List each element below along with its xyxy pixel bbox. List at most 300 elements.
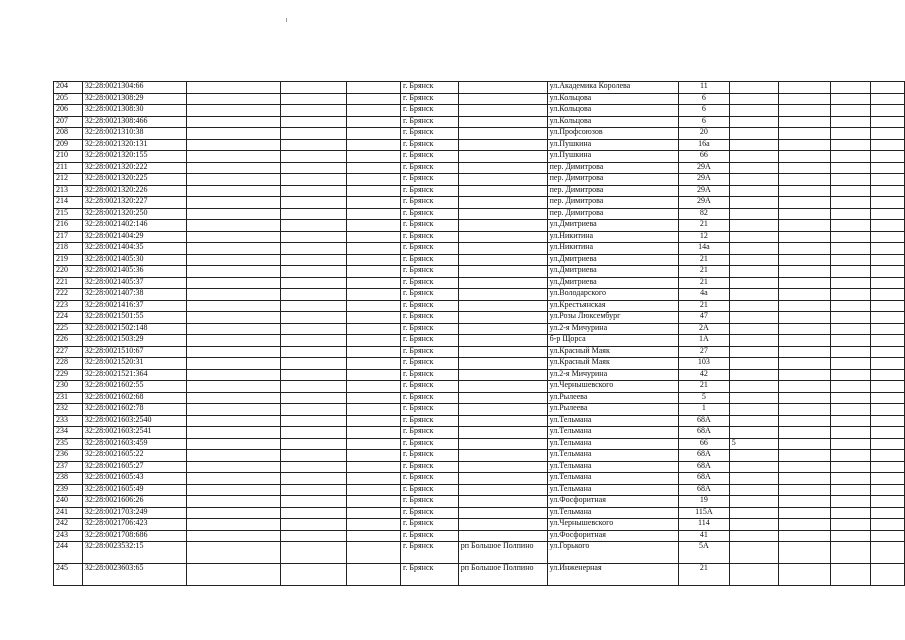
cadastral-number: 32:28:0021706:423 [82,519,187,531]
settlement-cell [458,139,547,151]
row-number: 232 [54,404,83,416]
empty-cell [346,530,400,542]
empty-cell [187,82,281,94]
empty-cell [281,323,346,335]
empty-cell [830,162,871,174]
empty-cell [187,266,281,278]
empty-cell [779,392,830,404]
house-number: 27 [679,346,730,358]
street-cell: пер. Димитрова [547,208,678,220]
empty-cell [871,427,905,439]
city-cell: г. Брянск [401,93,459,105]
empty-cell [346,139,400,151]
street-cell: ул.Рылеева [547,404,678,416]
row-number: 210 [54,151,83,163]
row-number: 215 [54,208,83,220]
table-row [54,289,905,301]
cadastral-number: 32:28:0021320:222 [82,162,187,174]
empty-cell [346,346,400,358]
empty-cell [281,335,346,347]
house-number: 21 [679,564,730,586]
empty-cell [871,105,905,117]
street-cell: ул.Дмитриева [547,220,678,232]
empty-cell [779,254,830,266]
house-number: 5А [679,542,730,564]
row-number: 225 [54,323,83,335]
empty-cell [779,484,830,496]
empty-cell [281,231,346,243]
empty-cell [187,415,281,427]
table-row [54,358,905,370]
empty-cell [830,507,871,519]
city-cell: г. Брянск [401,312,459,324]
street-cell: ул.Кольцова [547,116,678,128]
empty-cell [779,139,830,151]
empty-cell [187,335,281,347]
empty-cell [346,542,400,564]
cadastral-number: 32:28:0021605:22 [82,450,187,462]
empty-cell [871,231,905,243]
settlement-cell [458,323,547,335]
settlement-cell [458,312,547,324]
table-row [54,93,905,105]
empty-cell [187,231,281,243]
extra-cell [729,128,779,140]
extra-cell [729,243,779,255]
empty-cell [281,277,346,289]
table-row [54,162,905,174]
house-number: 4а [679,289,730,301]
empty-cell [871,82,905,94]
empty-cell [346,473,400,485]
empty-cell [830,484,871,496]
row-number: 219 [54,254,83,266]
empty-cell [871,208,905,220]
city-cell: г. Брянск [401,473,459,485]
settlement-cell [458,208,547,220]
empty-cell [830,461,871,473]
extra-cell [729,105,779,117]
cadastral-number: 32:28:0021320:226 [82,185,187,197]
city-cell: г. Брянск [401,243,459,255]
settlement-cell [458,128,547,140]
street-cell: ул.Дмитриева [547,254,678,266]
street-cell: ул.Пушкина [547,139,678,151]
empty-cell [830,151,871,163]
empty-cell [830,519,871,531]
table-row [54,174,905,186]
cadastral-number: 32:28:0021520:31 [82,358,187,370]
empty-cell [779,231,830,243]
settlement-cell [458,254,547,266]
street-cell: ул.2-я Мичурина [547,323,678,335]
table-row [54,208,905,220]
extra-cell [729,427,779,439]
row-number: 204 [54,82,83,94]
table-row [54,450,905,462]
street-cell: ул.Кольцова [547,105,678,117]
city-cell: г. Брянск [401,277,459,289]
house-number: 6 [679,105,730,117]
street-cell: пер. Димитрова [547,197,678,209]
city-cell: г. Брянск [401,162,459,174]
extra-cell [729,139,779,151]
table-row [54,542,905,564]
extra-cell [729,289,779,301]
empty-cell [779,530,830,542]
empty-cell [871,139,905,151]
extra-cell [729,564,779,586]
empty-cell [830,116,871,128]
empty-cell [830,427,871,439]
row-number: 244 [54,542,83,564]
settlement-cell [458,381,547,393]
empty-cell [830,93,871,105]
city-cell: г. Брянск [401,197,459,209]
empty-cell [779,312,830,324]
city-cell: г. Брянск [401,323,459,335]
street-cell: ул.Тельмана [547,450,678,462]
table-row [54,381,905,393]
empty-cell [779,82,830,94]
empty-cell [346,162,400,174]
settlement-cell [458,496,547,508]
empty-cell [830,450,871,462]
house-number: 47 [679,312,730,324]
house-number: 68А [679,450,730,462]
extra-cell [729,473,779,485]
empty-cell [779,277,830,289]
empty-cell [281,139,346,151]
extra-cell [729,197,779,209]
empty-cell [779,415,830,427]
street-cell: ул.Кольцова [547,93,678,105]
settlement-cell [458,82,547,94]
empty-cell [830,300,871,312]
empty-cell [281,289,346,301]
empty-cell [187,105,281,117]
extra-cell [729,208,779,220]
street-cell: пер. Димитрова [547,162,678,174]
table-row [54,151,905,163]
empty-cell [346,369,400,381]
cadastral-number: 32:28:0021602:68 [82,392,187,404]
settlement-cell [458,220,547,232]
cadastral-number: 32:28:0021606:26 [82,496,187,508]
empty-cell [346,254,400,266]
empty-cell [346,220,400,232]
settlement-cell [458,507,547,519]
settlement-cell [458,93,547,105]
empty-cell [779,335,830,347]
house-number: 29А [679,162,730,174]
empty-cell [281,438,346,450]
city-cell: г. Брянск [401,208,459,220]
street-cell: ул.Рылеева [547,392,678,404]
house-number: 21 [679,254,730,266]
empty-cell [830,404,871,416]
cadastral-number: 32:28:0021308:29 [82,93,187,105]
empty-cell [281,381,346,393]
empty-cell [871,484,905,496]
empty-cell [281,254,346,266]
register-body [54,82,905,586]
city-cell: г. Брянск [401,335,459,347]
street-cell: ул.Тельмана [547,507,678,519]
extra-cell [729,346,779,358]
empty-cell [346,427,400,439]
empty-cell [830,231,871,243]
table-row [54,369,905,381]
empty-cell [346,116,400,128]
cadastral-number: 32:28:0021502:148 [82,323,187,335]
city-cell: г. Брянск [401,496,459,508]
empty-cell [346,185,400,197]
table-row [54,266,905,278]
empty-cell [281,208,346,220]
house-number: 2А [679,323,730,335]
city-cell: г. Брянск [401,289,459,301]
table-row [54,197,905,209]
empty-cell [346,438,400,450]
settlement-cell [458,438,547,450]
empty-cell [281,128,346,140]
street-cell: ул.Профсоюзов [547,128,678,140]
house-number: 41 [679,530,730,542]
city-cell: г. Брянск [401,564,459,586]
empty-cell [346,496,400,508]
empty-cell [871,473,905,485]
house-number: 29А [679,197,730,209]
street-cell: ул.Дмитриева [547,277,678,289]
empty-cell [281,450,346,462]
house-number: 19 [679,496,730,508]
empty-cell [830,392,871,404]
cadastral-number: 32:28:0021503:29 [82,335,187,347]
empty-cell [281,484,346,496]
empty-cell [871,300,905,312]
table-row [54,335,905,347]
settlement-cell [458,530,547,542]
extra-cell [729,404,779,416]
empty-cell [281,174,346,186]
house-number: 11 [679,82,730,94]
settlement-cell [458,174,547,186]
street-cell: ул.Красный Маяк [547,358,678,370]
house-number: 1 [679,404,730,416]
street-cell: ул.Володарского [547,289,678,301]
house-number: 21 [679,300,730,312]
cadastral-number: 32:28:0021402:146 [82,220,187,232]
empty-cell [187,139,281,151]
city-cell: г. Брянск [401,415,459,427]
row-number: 234 [54,427,83,439]
row-number: 238 [54,473,83,485]
extra-cell [729,231,779,243]
empty-cell [871,116,905,128]
empty-cell [346,93,400,105]
house-number: 68А [679,473,730,485]
table-row [54,392,905,404]
empty-cell [187,128,281,140]
cadastral-number: 32:28:0021405:37 [82,277,187,289]
empty-cell [779,243,830,255]
extra-cell [729,323,779,335]
empty-cell [779,346,830,358]
house-number: 68А [679,415,730,427]
empty-cell [346,484,400,496]
empty-cell [187,496,281,508]
empty-cell [187,404,281,416]
empty-cell [779,174,830,186]
empty-cell [871,438,905,450]
empty-cell [871,392,905,404]
city-cell: г. Брянск [401,450,459,462]
empty-cell [281,496,346,508]
cadastral-number: 32:28:0021320:225 [82,174,187,186]
cadastral-number: 32:28:0021605:43 [82,473,187,485]
empty-cell [346,358,400,370]
extra-cell [729,381,779,393]
empty-cell [187,346,281,358]
empty-cell [281,151,346,163]
house-number: 42 [679,369,730,381]
empty-cell [187,473,281,485]
empty-cell [779,162,830,174]
empty-cell [871,197,905,209]
extra-cell [729,185,779,197]
city-cell: г. Брянск [401,266,459,278]
city-cell: г. Брянск [401,392,459,404]
cadastral-number: 32:28:0021320:155 [82,151,187,163]
empty-cell [281,185,346,197]
settlement-cell: рп Большое Полпино [458,564,547,586]
cadastral-number: 32:28:0021703:249 [82,507,187,519]
row-number: 227 [54,346,83,358]
empty-cell [281,312,346,324]
empty-cell [187,208,281,220]
cadastral-number: 32:28:0021510:67 [82,346,187,358]
row-number: 220 [54,266,83,278]
table-row [54,346,905,358]
empty-cell [779,438,830,450]
cadastral-number: 32:28:0021603:2540 [82,415,187,427]
empty-cell [779,450,830,462]
empty-cell [281,369,346,381]
extra-cell [729,266,779,278]
street-cell: ул.Крестьянская [547,300,678,312]
row-number: 218 [54,243,83,255]
empty-cell [346,335,400,347]
extra-cell [729,300,779,312]
empty-cell [281,564,346,586]
cadastral-number: 32:28:0021603:2541 [82,427,187,439]
row-number: 226 [54,335,83,347]
table-row [54,82,905,94]
settlement-cell [458,392,547,404]
empty-cell [830,369,871,381]
empty-cell [871,93,905,105]
settlement-cell [458,185,547,197]
empty-cell [871,323,905,335]
house-number: 29А [679,174,730,186]
row-number: 229 [54,369,83,381]
row-number: 211 [54,162,83,174]
row-number: 233 [54,415,83,427]
table-row [54,300,905,312]
row-number: 207 [54,116,83,128]
scan-mark [286,18,287,22]
cadastral-number: 32:28:0021320:227 [82,197,187,209]
settlement-cell [458,277,547,289]
empty-cell [346,461,400,473]
empty-cell [187,174,281,186]
empty-cell [346,197,400,209]
empty-cell [779,381,830,393]
empty-cell [346,519,400,531]
extra-cell [729,496,779,508]
table-row [54,128,905,140]
table-row [54,564,905,586]
empty-cell [871,542,905,564]
table-row [54,461,905,473]
empty-cell [281,507,346,519]
empty-cell [871,243,905,255]
city-cell: г. Брянск [401,519,459,531]
city-cell: г. Брянск [401,116,459,128]
row-number: 230 [54,381,83,393]
empty-cell [187,358,281,370]
city-cell: г. Брянск [401,369,459,381]
extra-cell [729,116,779,128]
row-number: 224 [54,312,83,324]
row-number: 241 [54,507,83,519]
settlement-cell [458,519,547,531]
cadastral-number: 32:28:0021404:29 [82,231,187,243]
street-cell: ул.Пушкина [547,151,678,163]
cadastral-number: 32:28:0023532:15 [82,542,187,564]
empty-cell [779,473,830,485]
empty-cell [281,346,346,358]
empty-cell [830,105,871,117]
empty-cell [871,496,905,508]
property-register-table [53,81,905,586]
cadastral-number: 32:28:0021602:55 [82,381,187,393]
empty-cell [871,381,905,393]
row-number: 206 [54,105,83,117]
empty-cell [281,392,346,404]
empty-cell [187,519,281,531]
row-number: 239 [54,484,83,496]
empty-cell [871,564,905,586]
street-cell: пер. Димитрова [547,185,678,197]
empty-cell [187,93,281,105]
table-row [54,105,905,117]
empty-cell [830,197,871,209]
empty-cell [187,369,281,381]
settlement-cell [458,105,547,117]
empty-cell [830,289,871,301]
empty-cell [187,507,281,519]
empty-cell [871,415,905,427]
cadastral-number: 32:28:0021521:364 [82,369,187,381]
empty-cell [871,266,905,278]
table-row [54,519,905,531]
empty-cell [281,473,346,485]
empty-cell [779,220,830,232]
street-cell: ул.Тельмана [547,461,678,473]
extra-cell [729,312,779,324]
